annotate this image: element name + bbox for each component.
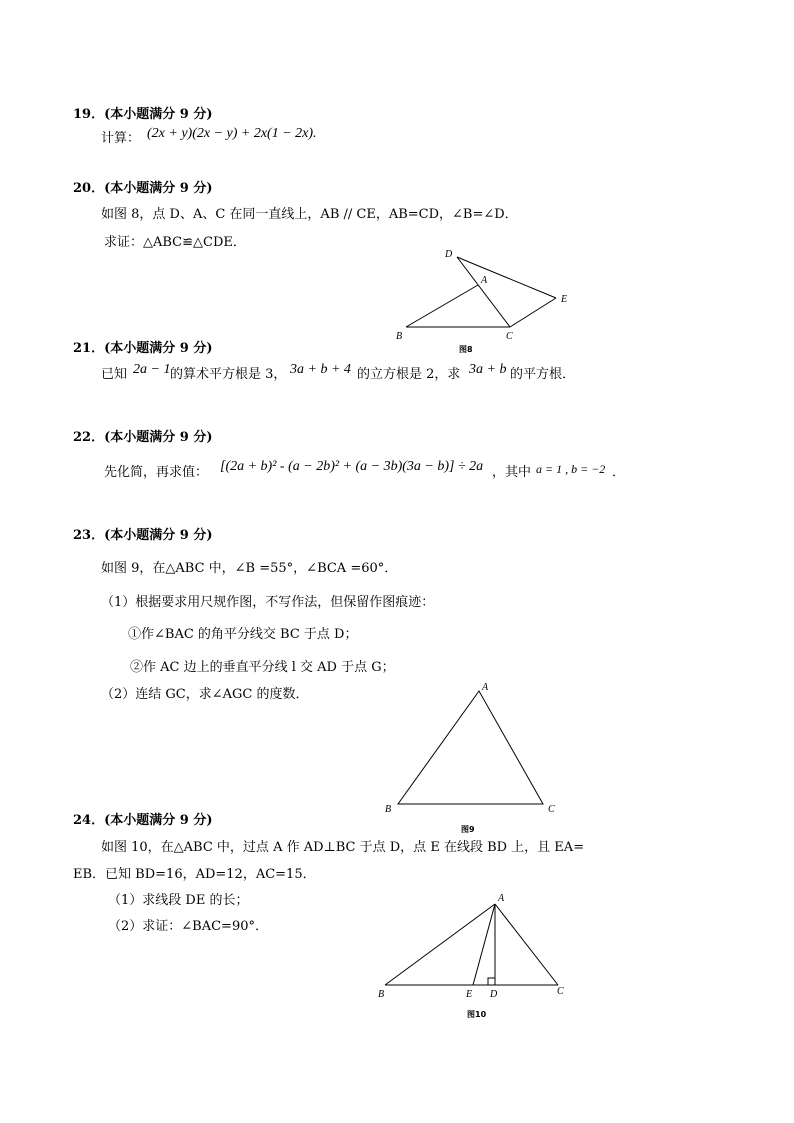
math-expression: 3a + b + 4 bbox=[290, 362, 351, 377]
text-segment: 计算： bbox=[101, 131, 141, 146]
text-segment: 已知 bbox=[101, 367, 128, 382]
problem-number: 21． bbox=[73, 341, 105, 356]
problem-23-step-1: ①作∠BAC 的角平分线交 BC 于点 D； bbox=[128, 627, 358, 642]
label-C: C bbox=[506, 331, 513, 342]
problem-24-part-2: （2）求证：∠BAC=90°． bbox=[108, 919, 268, 934]
problem-number: 22． bbox=[73, 430, 105, 445]
text-segment: 的算术平方根是 3， bbox=[170, 367, 287, 382]
problem-23-step-2: ②作 AC 边上的垂直平分线 l 交 AD 于点 G； bbox=[130, 660, 395, 675]
text-segment: ． bbox=[612, 465, 626, 480]
problem-23-part-2: （2）连结 GC，求∠AGC 的度数． bbox=[101, 687, 309, 702]
math-expression: a = 1 , b = −2 bbox=[536, 462, 606, 476]
label-B: B bbox=[396, 331, 403, 342]
problem-24-part-1: （1）求线段 DE 的长； bbox=[108, 893, 249, 908]
math-expression: [(2a + b)² - (a − 2b)² + (a − 3b)(3a − b)] ÷ 2a bbox=[220, 459, 484, 474]
problem-23-part-1: （1）根据要求用尺规作图，不写作法，但保留作图痕迹： bbox=[101, 595, 435, 610]
problem-24-statement-1: 如图 10，在△ABC 中，过点 A 作 AD⊥BC 于点 D，点 E 在线段 BD 上，且 EA= bbox=[101, 840, 585, 855]
math-expression: 3a + b bbox=[469, 362, 507, 377]
problem-score: (本小题满分 9 分) bbox=[104, 813, 213, 828]
problem-score: (本小题满分 9 分) bbox=[104, 181, 213, 196]
label-E: E bbox=[466, 989, 473, 1000]
problem-score: (本小题满分 9 分) bbox=[104, 528, 213, 543]
label-B: B bbox=[378, 989, 385, 1000]
text-segment: 先化简，再求值： bbox=[104, 465, 209, 480]
problem-score: (本小题满分 9 分) bbox=[104, 107, 213, 122]
label-D: D bbox=[490, 989, 498, 1000]
label-A: A bbox=[498, 893, 505, 904]
figure-9-caption: 图9 bbox=[461, 825, 475, 834]
label-C: C bbox=[557, 986, 564, 997]
figure-10-caption: 图10 bbox=[467, 1010, 487, 1019]
problem-number: 20． bbox=[73, 181, 105, 196]
problem-23-statement: 如图 9，在△ABC 中，∠B =55°，∠BCA =60°． bbox=[101, 561, 398, 576]
problem-number: 23． bbox=[73, 528, 105, 543]
text-segment: 的平方根． bbox=[510, 367, 576, 382]
problem-score: (本小题满分 9 分) bbox=[104, 430, 213, 445]
label-A: A bbox=[481, 275, 488, 286]
problem-number: 24． bbox=[73, 813, 105, 828]
math-expression: (2x + y)(2x − y) + 2x(1 − 2x). bbox=[147, 126, 317, 141]
text-segment: 的立方根是 2，求 bbox=[357, 367, 461, 382]
problem-20-statement: 如图 8，点 D、A、C 在同一直线上，AB // CE，AB=CD，∠B=∠D． bbox=[101, 207, 518, 222]
label-C: C bbox=[548, 804, 555, 815]
text-segment: ，其中 bbox=[492, 465, 532, 480]
problem-score: (本小题满分 9 分) bbox=[104, 341, 213, 356]
label-A: A bbox=[482, 682, 489, 693]
problem-number: 19． bbox=[73, 107, 105, 122]
label-E: E bbox=[561, 294, 568, 305]
figure-8-caption: 图8 bbox=[459, 345, 473, 354]
math-expression: 2a − 1 bbox=[133, 362, 171, 377]
problem-24-statement-2: EB．已知 BD=16，AD=12，AC=15． bbox=[73, 867, 316, 882]
label-D: D bbox=[445, 249, 453, 260]
problem-20-proof-prompt: 求证：△ABC≌△CDE． bbox=[104, 235, 246, 250]
label-B: B bbox=[385, 804, 392, 815]
